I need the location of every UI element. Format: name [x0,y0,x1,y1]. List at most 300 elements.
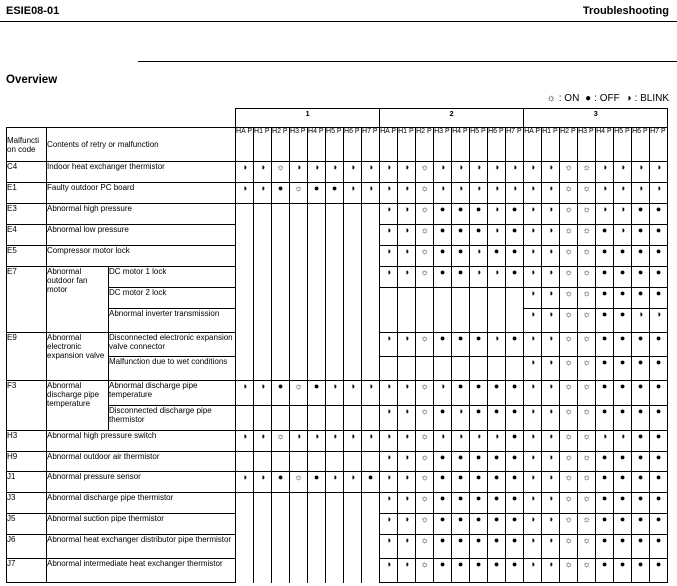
group-header-1: 1 [236,109,380,128]
empty-cell [236,246,254,267]
empty-cell [470,288,488,309]
blink-icon: ◑ [614,225,632,246]
off-icon: ● [650,514,668,535]
off-icon: ● [470,225,488,246]
empty-cell [272,333,290,357]
off-icon: ● [650,267,668,288]
malfunction-description: Abnormal pressure sensor [47,472,236,493]
blink-icon: ◑ [488,431,506,452]
blink-icon: ◑ [542,535,560,559]
blink-icon: ◑ [380,204,398,225]
off-icon: ● [470,493,488,514]
header-rule [0,21,677,22]
table-row [7,472,668,493]
empty-cell [254,204,272,225]
off-icon: ● [596,357,614,381]
channel-header: H1 P [398,128,416,162]
on-icon: ☼ [560,535,578,559]
off-icon: ● [596,452,614,472]
blink-icon: ◑ [524,246,542,267]
empty-cell [326,288,344,309]
empty-cell [326,309,344,333]
blink-icon: ◑ [254,183,272,204]
empty-cell [326,535,344,559]
blink-icon: ◑ [542,559,560,583]
off-icon: ● [452,472,470,493]
blink-icon: ◑ [650,162,668,183]
on-icon: ☼ [578,535,596,559]
blink-icon: ◑ [326,162,344,183]
off-icon: ● [362,472,380,493]
blink-icon: ◑ [524,204,542,225]
blink-icon: ◑ [524,288,542,309]
blink-icon: ◑ [380,333,398,357]
off-icon: ● [452,204,470,225]
blink-icon: ◑ [344,472,362,493]
legend-on-label: : ON [558,93,580,104]
table-row [7,431,668,452]
malfunction-description: Abnormal outdoor air thermistor [47,452,236,472]
blink-icon: ◑ [290,431,308,452]
blink-icon: ◑ [398,225,416,246]
empty-cell [254,514,272,535]
empty-cell [254,288,272,309]
malfunction-code: J3 [7,493,47,514]
off-icon: ● [488,493,506,514]
off-icon: ● [452,267,470,288]
channel-header: H1 P [254,128,272,162]
off-icon: ● [632,431,650,452]
blink-icon: ◑ [524,535,542,559]
malfunction-group-label: Abnormal electronic expansion valve [47,333,109,381]
empty-cell [254,406,272,431]
on-icon: ☼ [290,381,308,406]
blink-icon: ◑ [254,472,272,493]
channel-header: H6 P [632,128,650,162]
empty-cell [236,267,254,288]
empty-cell [380,309,398,333]
blink-icon: ◑ [524,431,542,452]
empty-cell [344,225,362,246]
empty-cell [452,288,470,309]
document-code: ESIE08-01 [6,5,60,17]
off-icon: ● [452,452,470,472]
blink-icon: ◑ [308,431,326,452]
blink-icon: ◑ [398,431,416,452]
off-icon: ● [632,381,650,406]
off-icon: ● [434,333,452,357]
section-title-header: Troubleshooting [582,5,669,17]
empty-cell [308,309,326,333]
empty-cell [344,357,362,381]
empty-cell [254,225,272,246]
off-icon: ● [650,452,668,472]
blink-icon: ◑ [344,381,362,406]
off-icon: ● [650,288,668,309]
empty-cell [344,246,362,267]
off-icon: ● [596,493,614,514]
off-icon: ● [614,406,632,431]
off-icon: ● [632,535,650,559]
malfunction-code: J1 [7,472,47,493]
blink-icon: ◑ [524,559,542,583]
blink-icon: ◑ [524,357,542,381]
off-icon: ● [614,288,632,309]
malfunction-description: Malfunction due to wet conditions [109,357,236,381]
malfunction-description: Abnormal high pressure [47,204,236,225]
malfunction-description: Abnormal intermediate heat exchanger thermistor [47,559,236,583]
on-icon: ☼ [546,93,556,104]
off-icon: ● [506,472,524,493]
blink-icon: ◑ [362,162,380,183]
malfunction-code: H9 [7,452,47,472]
on-icon: ☼ [560,309,578,333]
empty-cell [254,267,272,288]
empty-cell [272,559,290,583]
channel-header: H3 P [434,128,452,162]
section-rule [138,61,677,62]
off-icon: ● [506,535,524,559]
on-icon: ☼ [578,225,596,246]
empty-cell [416,309,434,333]
empty-cell [290,535,308,559]
blink-icon: ◑ [380,381,398,406]
off-icon: ● [470,204,488,225]
empty-cell [488,288,506,309]
malfunction-description: DC motor 2 lock [109,288,236,309]
off-icon: ● [632,288,650,309]
off-icon: ● [506,406,524,431]
empty-cell [308,246,326,267]
malfunction-description: Abnormal discharge pipe thermistor [47,493,236,514]
empty-cell [272,357,290,381]
malfunction-description: Indoor heat exchanger thermistor [47,162,236,183]
off-icon: ● [632,452,650,472]
blink-icon: ◑ [542,333,560,357]
on-icon: ☼ [560,559,578,583]
empty-cell [236,535,254,559]
empty-cell [326,246,344,267]
off-icon: ● [272,472,290,493]
off-icon: ● [650,225,668,246]
off-icon: ● [434,493,452,514]
on-icon: ☼ [578,493,596,514]
off-icon: ● [614,333,632,357]
on-icon: ☼ [560,204,578,225]
on-icon: ☼ [560,406,578,431]
empty-cell [344,452,362,472]
empty-cell [236,514,254,535]
off-icon: ● [434,559,452,583]
off-icon: ● [470,535,488,559]
off-icon: ● [434,406,452,431]
off-icon: ● [614,357,632,381]
off-icon: ● [272,183,290,204]
off-icon: ● [614,267,632,288]
on-icon: ☼ [416,406,434,431]
off-icon: ● [434,246,452,267]
empty-cell [254,559,272,583]
empty-cell [362,333,380,357]
blink-icon: ◑ [254,431,272,452]
blink-icon: ◑ [524,406,542,431]
empty-cell [308,535,326,559]
blink-icon: ◑ [632,309,650,333]
malfunction-table [6,108,668,583]
blink-icon: ◑ [344,431,362,452]
blink-icon: ◑ [596,183,614,204]
malfunction-code: J5 [7,514,47,535]
off-icon: ● [470,406,488,431]
on-icon: ☼ [578,452,596,472]
blink-icon: ◑ [452,162,470,183]
off-icon: ● [632,204,650,225]
off-icon: ● [596,267,614,288]
on-icon: ☼ [578,333,596,357]
blink-icon: ◑ [236,162,254,183]
channel-header: H6 P [344,128,362,162]
blink-icon: ◑ [596,431,614,452]
off-icon: ● [632,246,650,267]
blink-icon: ◑ [434,431,452,452]
blink-icon: ◑ [398,452,416,472]
blink-icon: ◑ [488,267,506,288]
empty-cell [344,535,362,559]
blink-icon: ◑ [326,472,344,493]
empty-cell [236,559,254,583]
malfunction-code: J6 [7,535,47,559]
off-icon: ● [488,514,506,535]
on-icon: ☼ [416,559,434,583]
empty-cell [254,246,272,267]
on-icon: ☼ [416,535,434,559]
blink-icon: ◑ [236,381,254,406]
blink-icon: ◑ [524,267,542,288]
off-icon: ● [326,183,344,204]
empty-cell [236,288,254,309]
table-row [7,535,668,559]
table-row [7,204,668,225]
off-icon: ● [470,381,488,406]
off-icon: ● [452,381,470,406]
blink-icon: ◑ [380,183,398,204]
off-icon: ● [506,225,524,246]
malfunction-code: E7 [7,267,47,333]
empty-cell [272,514,290,535]
malfunction-code: E5 [7,246,47,267]
off-icon: ● [488,381,506,406]
blink-icon: ◑ [362,381,380,406]
empty-cell [308,204,326,225]
off-icon: ● [650,204,668,225]
off-icon: ● [506,381,524,406]
blink-icon: ◑ [614,204,632,225]
off-icon: ● [506,267,524,288]
blink-icon: ◑ [398,559,416,583]
on-icon: ☼ [416,162,434,183]
channel-header: H5 P [614,128,632,162]
channel-header: HA P [236,128,254,162]
off-icon: ● [506,431,524,452]
blink-icon: ◑ [380,559,398,583]
blink-icon: ◑ [380,535,398,559]
blink-icon: ◑ [596,162,614,183]
on-icon: ☼ [578,357,596,381]
empty-cell [506,309,524,333]
blink-icon: ◑ [542,452,560,472]
off-icon: ● [650,535,668,559]
blink-icon: ◑ [632,162,650,183]
blink-icon: ◑ [380,267,398,288]
empty-cell [326,357,344,381]
blink-icon: ◑ [344,183,362,204]
empty-cell [272,204,290,225]
on-icon: ☼ [560,225,578,246]
off-icon: ● [632,559,650,583]
off-icon: ● [506,246,524,267]
empty-cell [506,288,524,309]
empty-cell [290,204,308,225]
blink-icon: ◑ [470,162,488,183]
off-icon: ● [434,204,452,225]
off-icon: ● [585,93,592,104]
empty-cell [362,406,380,431]
off-icon: ● [632,493,650,514]
blink-icon: ◑ [380,406,398,431]
blink-icon: ◑ [398,162,416,183]
blink-icon: ◑ [650,309,668,333]
empty-cell [272,288,290,309]
blink-icon: ◑ [632,183,650,204]
blink-icon: ◑ [398,204,416,225]
off-icon: ● [506,493,524,514]
empty-cell [254,452,272,472]
malfunction-code: J7 [7,559,47,583]
blink-icon: ◑ [398,514,416,535]
malfunction-description: Abnormal heat exchanger distributor pipe thermistor [47,535,236,559]
empty-cell [362,309,380,333]
malfunction-description: Compressor motor lock [47,246,236,267]
empty-cell [308,493,326,514]
blink-icon: ◑ [625,93,632,104]
malfunction-description: DC motor 1 lock [109,267,236,288]
blink-icon: ◑ [488,162,506,183]
blink-icon: ◑ [524,514,542,535]
empty-cell [362,246,380,267]
empty-cell [398,288,416,309]
off-icon: ● [632,357,650,381]
blink-icon: ◑ [380,246,398,267]
channel-header: H7 P [506,128,524,162]
malfunction-code: C4 [7,162,47,183]
blink-icon: ◑ [434,162,452,183]
empty-cell [290,288,308,309]
off-icon: ● [470,559,488,583]
blink-icon: ◑ [488,225,506,246]
off-icon: ● [488,246,506,267]
on-icon: ☼ [578,183,596,204]
off-icon: ● [434,535,452,559]
malfunction-description: Abnormal inverter transmission [109,309,236,333]
on-icon: ☼ [560,333,578,357]
empty-cell [362,493,380,514]
table-row [7,381,668,406]
off-icon: ● [308,381,326,406]
blink-icon: ◑ [542,246,560,267]
empty-cell [308,288,326,309]
empty-cell [254,333,272,357]
off-icon: ● [614,452,632,472]
on-icon: ☼ [578,431,596,452]
empty-cell [254,493,272,514]
empty-cell [398,309,416,333]
blink-icon: ◑ [398,333,416,357]
empty-cell [344,514,362,535]
on-icon: ☼ [272,162,290,183]
off-icon: ● [596,406,614,431]
empty-cell [362,204,380,225]
blink-icon: ◑ [542,431,560,452]
on-icon: ☼ [290,183,308,204]
empty-cell [254,535,272,559]
on-icon: ☼ [578,381,596,406]
empty-cell [290,514,308,535]
blink-icon: ◑ [236,472,254,493]
empty-cell [290,493,308,514]
empty-cell [236,309,254,333]
empty-cell [290,246,308,267]
empty-cell [344,493,362,514]
channel-header-row [7,128,668,162]
off-icon: ● [488,472,506,493]
empty-cell [308,406,326,431]
blink-icon: ◑ [614,162,632,183]
malfunction-description: Disconnected discharge pipe thermistor [109,406,236,431]
empty-cell [326,267,344,288]
on-icon: ☼ [578,559,596,583]
on-icon: ☼ [578,288,596,309]
on-icon: ☼ [560,493,578,514]
off-icon: ● [434,472,452,493]
on-icon: ☼ [578,514,596,535]
on-icon: ☼ [578,204,596,225]
column-header-code: Malfuncti on code [7,128,47,162]
empty-cell [272,225,290,246]
off-icon: ● [650,246,668,267]
off-icon: ● [596,333,614,357]
on-icon: ☼ [416,381,434,406]
channel-header: H6 P [488,128,506,162]
off-icon: ● [614,472,632,493]
on-icon: ☼ [416,493,434,514]
empty-cell [326,406,344,431]
off-icon: ● [650,493,668,514]
blink-icon: ◑ [398,381,416,406]
legend-blink-label: : BLINK [634,93,669,104]
blink-icon: ◑ [506,183,524,204]
blink-icon: ◑ [524,333,542,357]
off-icon: ● [488,535,506,559]
blink-icon: ◑ [542,357,560,381]
blink-icon: ◑ [506,162,524,183]
empty-cell [308,514,326,535]
off-icon: ● [272,381,290,406]
blink-icon: ◑ [380,452,398,472]
empty-cell [236,406,254,431]
malfunction-description: Abnormal suction pipe thermistor [47,514,236,535]
empty-cell [362,535,380,559]
header-row [7,109,668,128]
